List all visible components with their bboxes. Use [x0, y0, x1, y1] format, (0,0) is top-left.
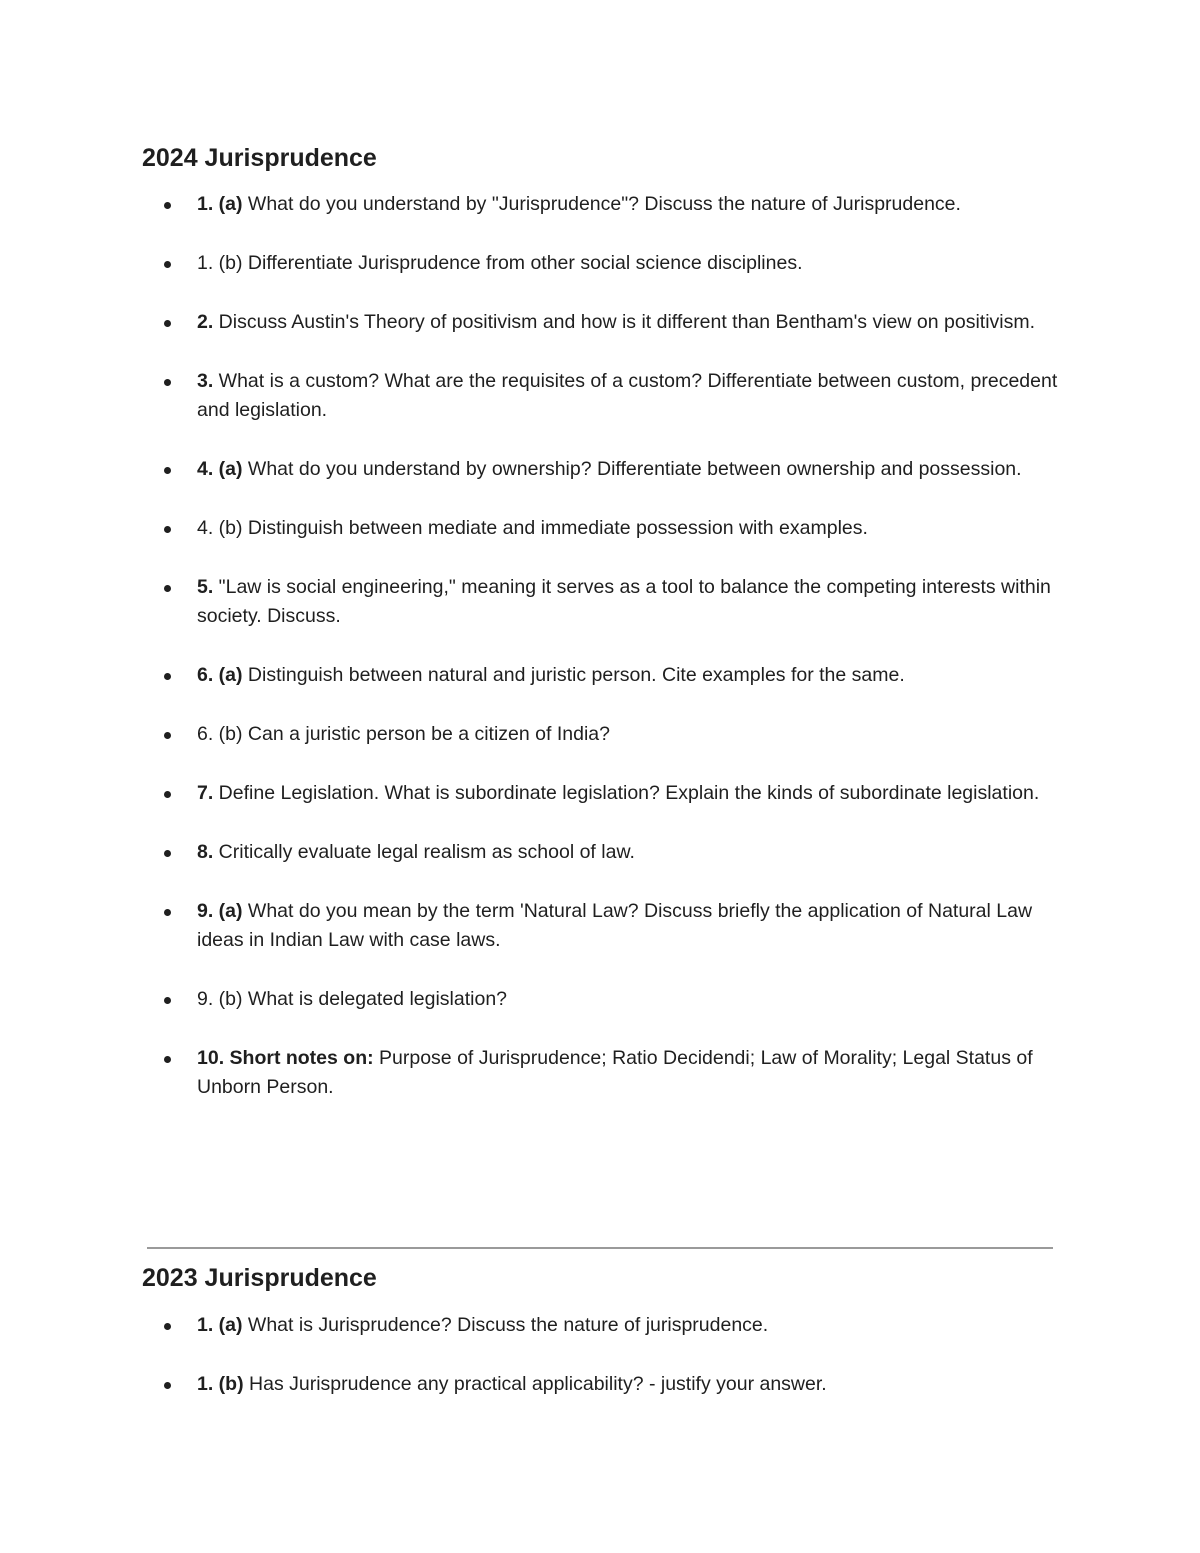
bullet-icon: [164, 379, 171, 386]
bullet-icon: [164, 467, 171, 474]
bullet-icon: [164, 909, 171, 916]
question-label: 1. (b): [197, 1373, 244, 1395]
bullet-icon: [164, 997, 171, 1004]
question-list-2023: [0, 1311, 1200, 1399]
bullet-icon: [164, 732, 171, 739]
list-item: [0, 779, 1067, 808]
bullet-icon: [164, 202, 171, 209]
bullet-icon: [164, 526, 171, 533]
question-label: 10. Short notes on:: [197, 1047, 374, 1069]
question-label: 3.: [197, 370, 214, 392]
list-item: [0, 249, 1067, 278]
question-text: What do you understand by ownership? Differentiate between ownership and possession.: [242, 458, 1022, 480]
list-item: [0, 455, 1067, 484]
question-list-2024: [0, 190, 1200, 1102]
section-divider: [147, 1247, 1053, 1249]
list-item: [0, 1370, 1067, 1399]
list-item: [0, 514, 1067, 543]
list-item: [0, 190, 1067, 219]
bullet-icon: [164, 673, 171, 680]
question-label: 5.: [197, 576, 214, 598]
question-text: Critically evaluate legal realism as school of law.: [213, 841, 635, 863]
list-item: [0, 720, 1067, 749]
question-label: 7.: [197, 782, 214, 804]
bullet-icon: [164, 261, 171, 268]
question-text: Define Legislation. What is subordinate legislation? Explain the kinds of subordinate legislation.: [213, 782, 1040, 804]
question-text: Distinguish between natural and juristic person. Cite examples for the same.: [242, 664, 905, 686]
question-text: 1. (b) Differentiate Jurisprudence from other social science disciplines.: [197, 252, 803, 274]
bullet-icon: [164, 850, 171, 857]
question-label: 1. (a): [197, 1314, 243, 1336]
question-text: 9. (b) What is delegated legislation?: [197, 988, 508, 1010]
list-item: [0, 308, 1067, 337]
question-text: 4. (b) Distinguish between mediate and immediate possession with examples.: [197, 517, 868, 539]
bullet-icon: [164, 1382, 171, 1389]
question-text: 6. (b) Can a juristic person be a citizen of India?: [197, 723, 610, 745]
question-label: 9. (a): [197, 900, 243, 922]
question-label: 1. (a): [197, 193, 243, 215]
question-text: Discuss Austin's Theory of positivism and how is it different than Bentham's view on positivism.: [213, 311, 1036, 333]
section-title-2024: 2024 Jurisprudence: [142, 144, 377, 172]
question-label: 2.: [197, 311, 214, 333]
list-item: [0, 367, 1067, 425]
section-title-2023: 2023 Jurisprudence: [142, 1264, 377, 1292]
list-item: [0, 1311, 1067, 1340]
bullet-icon: [164, 320, 171, 327]
list-item: [0, 897, 1067, 955]
question-text: What do you mean by the term 'Natural Law? Discuss briefly the application of Natural Law ideas in Indian Law with case laws.: [197, 900, 1033, 951]
list-item: [0, 838, 1067, 867]
list-item: [0, 573, 1067, 631]
question-text: What is Jurisprudence? Discuss the nature of jurisprudence.: [242, 1314, 769, 1336]
question-text: Has Jurisprudence any practical applicability? - justify your answer.: [243, 1373, 827, 1395]
question-label: 8.: [197, 841, 214, 863]
question-text: What is a custom? What are the requisites of a custom? Differentiate between custom, precedent and legislation.: [197, 370, 1058, 421]
bullet-icon: [164, 1323, 171, 1330]
list-item: [0, 985, 1067, 1014]
bullet-icon: [164, 791, 171, 798]
question-label: 6. (a): [197, 664, 243, 686]
list-item: [0, 661, 1067, 690]
bullet-icon: [164, 585, 171, 592]
question-label: 4. (a): [197, 458, 243, 480]
question-text: "Law is social engineering," meaning it serves as a tool to balance the competing interests within society. Discuss.: [197, 576, 1051, 627]
list-item: [0, 1044, 1067, 1102]
bullet-icon: [164, 1056, 171, 1063]
question-text: What do you understand by "Jurisprudence"? Discuss the nature of Jurisprudence.: [242, 193, 961, 215]
question-text: Purpose of Jurisprudence; Ratio Decidendi; Law of Morality; Legal Status of Unborn Person.: [197, 1047, 1033, 1098]
